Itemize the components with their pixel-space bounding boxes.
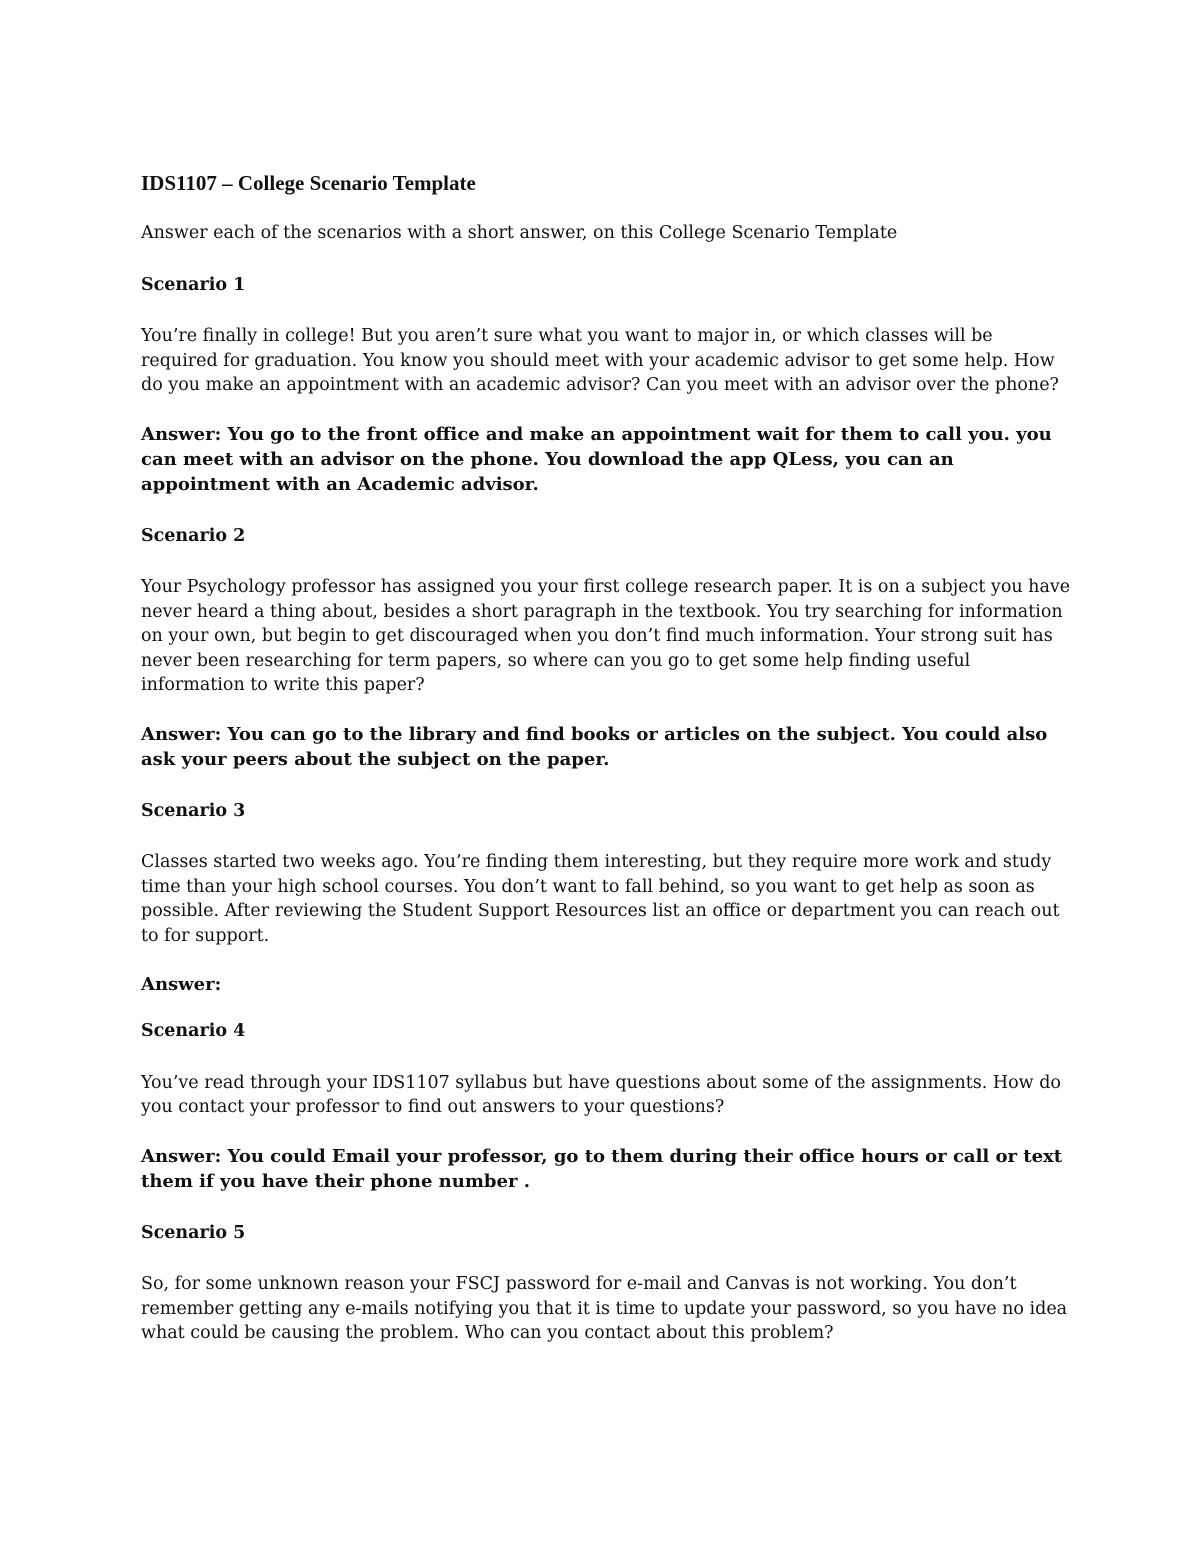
scenario-1-text: You’re finally in college! But you aren’t sure what you want to major in, or which classes will be required for graduation. You know you should meet with your academic advisor to get some help. How do you make an appointment with an academic advisor? Can you meet with an advisor over the phone? <box>141 326 1059 395</box>
scenario-2-text: Your Psychology professor has assigned you your first college research paper. It is on a subject you have never heard a thing about, besides a short paragraph in the textbook. You try searching for information on your own, but begin to get discouraged when you don’t find much information. Your strong suit has never been researching for term papers, so where can you go to get some help finding useful information to write this paper? <box>141 577 1071 695</box>
scenario-1-answer: Answer: You go to the front office and make an appointment wait for them to call you. you can meet with an advisor on the phone. You download the app QLess, you can an appointment with an Academic advisor. <box>141 423 1052 495</box>
scenario-3-heading: Scenario 3 <box>141 800 246 821</box>
scenario-3-text: Classes started two weeks ago. You’re finding them interesting, but they require more work and study time than your high school courses. You don’t want to fall behind, so you want to get help as soon as possible. After reviewing the Student Support Resources list an office or department you can reach out to for support. <box>141 852 1060 946</box>
document-title: IDS1107 – College Scenario Template <box>141 171 476 195</box>
scenario-4-answer: Answer: You could Email your professor, go to them during their office hours or call or text them if you have their phone number . <box>141 1145 1063 1192</box>
scenario-5-heading: Scenario 5 <box>141 1222 246 1243</box>
scenario-4-heading: Scenario 4 <box>141 1021 246 1041</box>
scenario-4-text: You’ve read through your IDS1107 syllabus but have questions about some of the assignments. How do you contact your professor to find out answers to your questions? <box>141 1072 1061 1117</box>
scenario-3-answer: Answer: <box>141 974 222 995</box>
scenario-1-heading: Scenario 1 <box>141 274 246 295</box>
scenario-5-text: So, for some unknown reason your FSCJ password for e-mail and Canvas is not working. You don’t remember getting any e-mails notifying you that it is time to update your password, so you have no idea what could be causing the problem. Who can you contact about this problem? <box>141 1274 1068 1343</box>
scenario-2-heading: Scenario 2 <box>141 525 246 546</box>
document-instructions: Answer each of the scenarios with a short answer, on this College Scenario Template <box>141 223 898 243</box>
document-page <box>141 170 1071 1370</box>
scenario-2-answer: Answer: You can go to the library and find books or articles on the subject. You could also ask your peers about the subject on the paper. <box>141 723 1048 770</box>
